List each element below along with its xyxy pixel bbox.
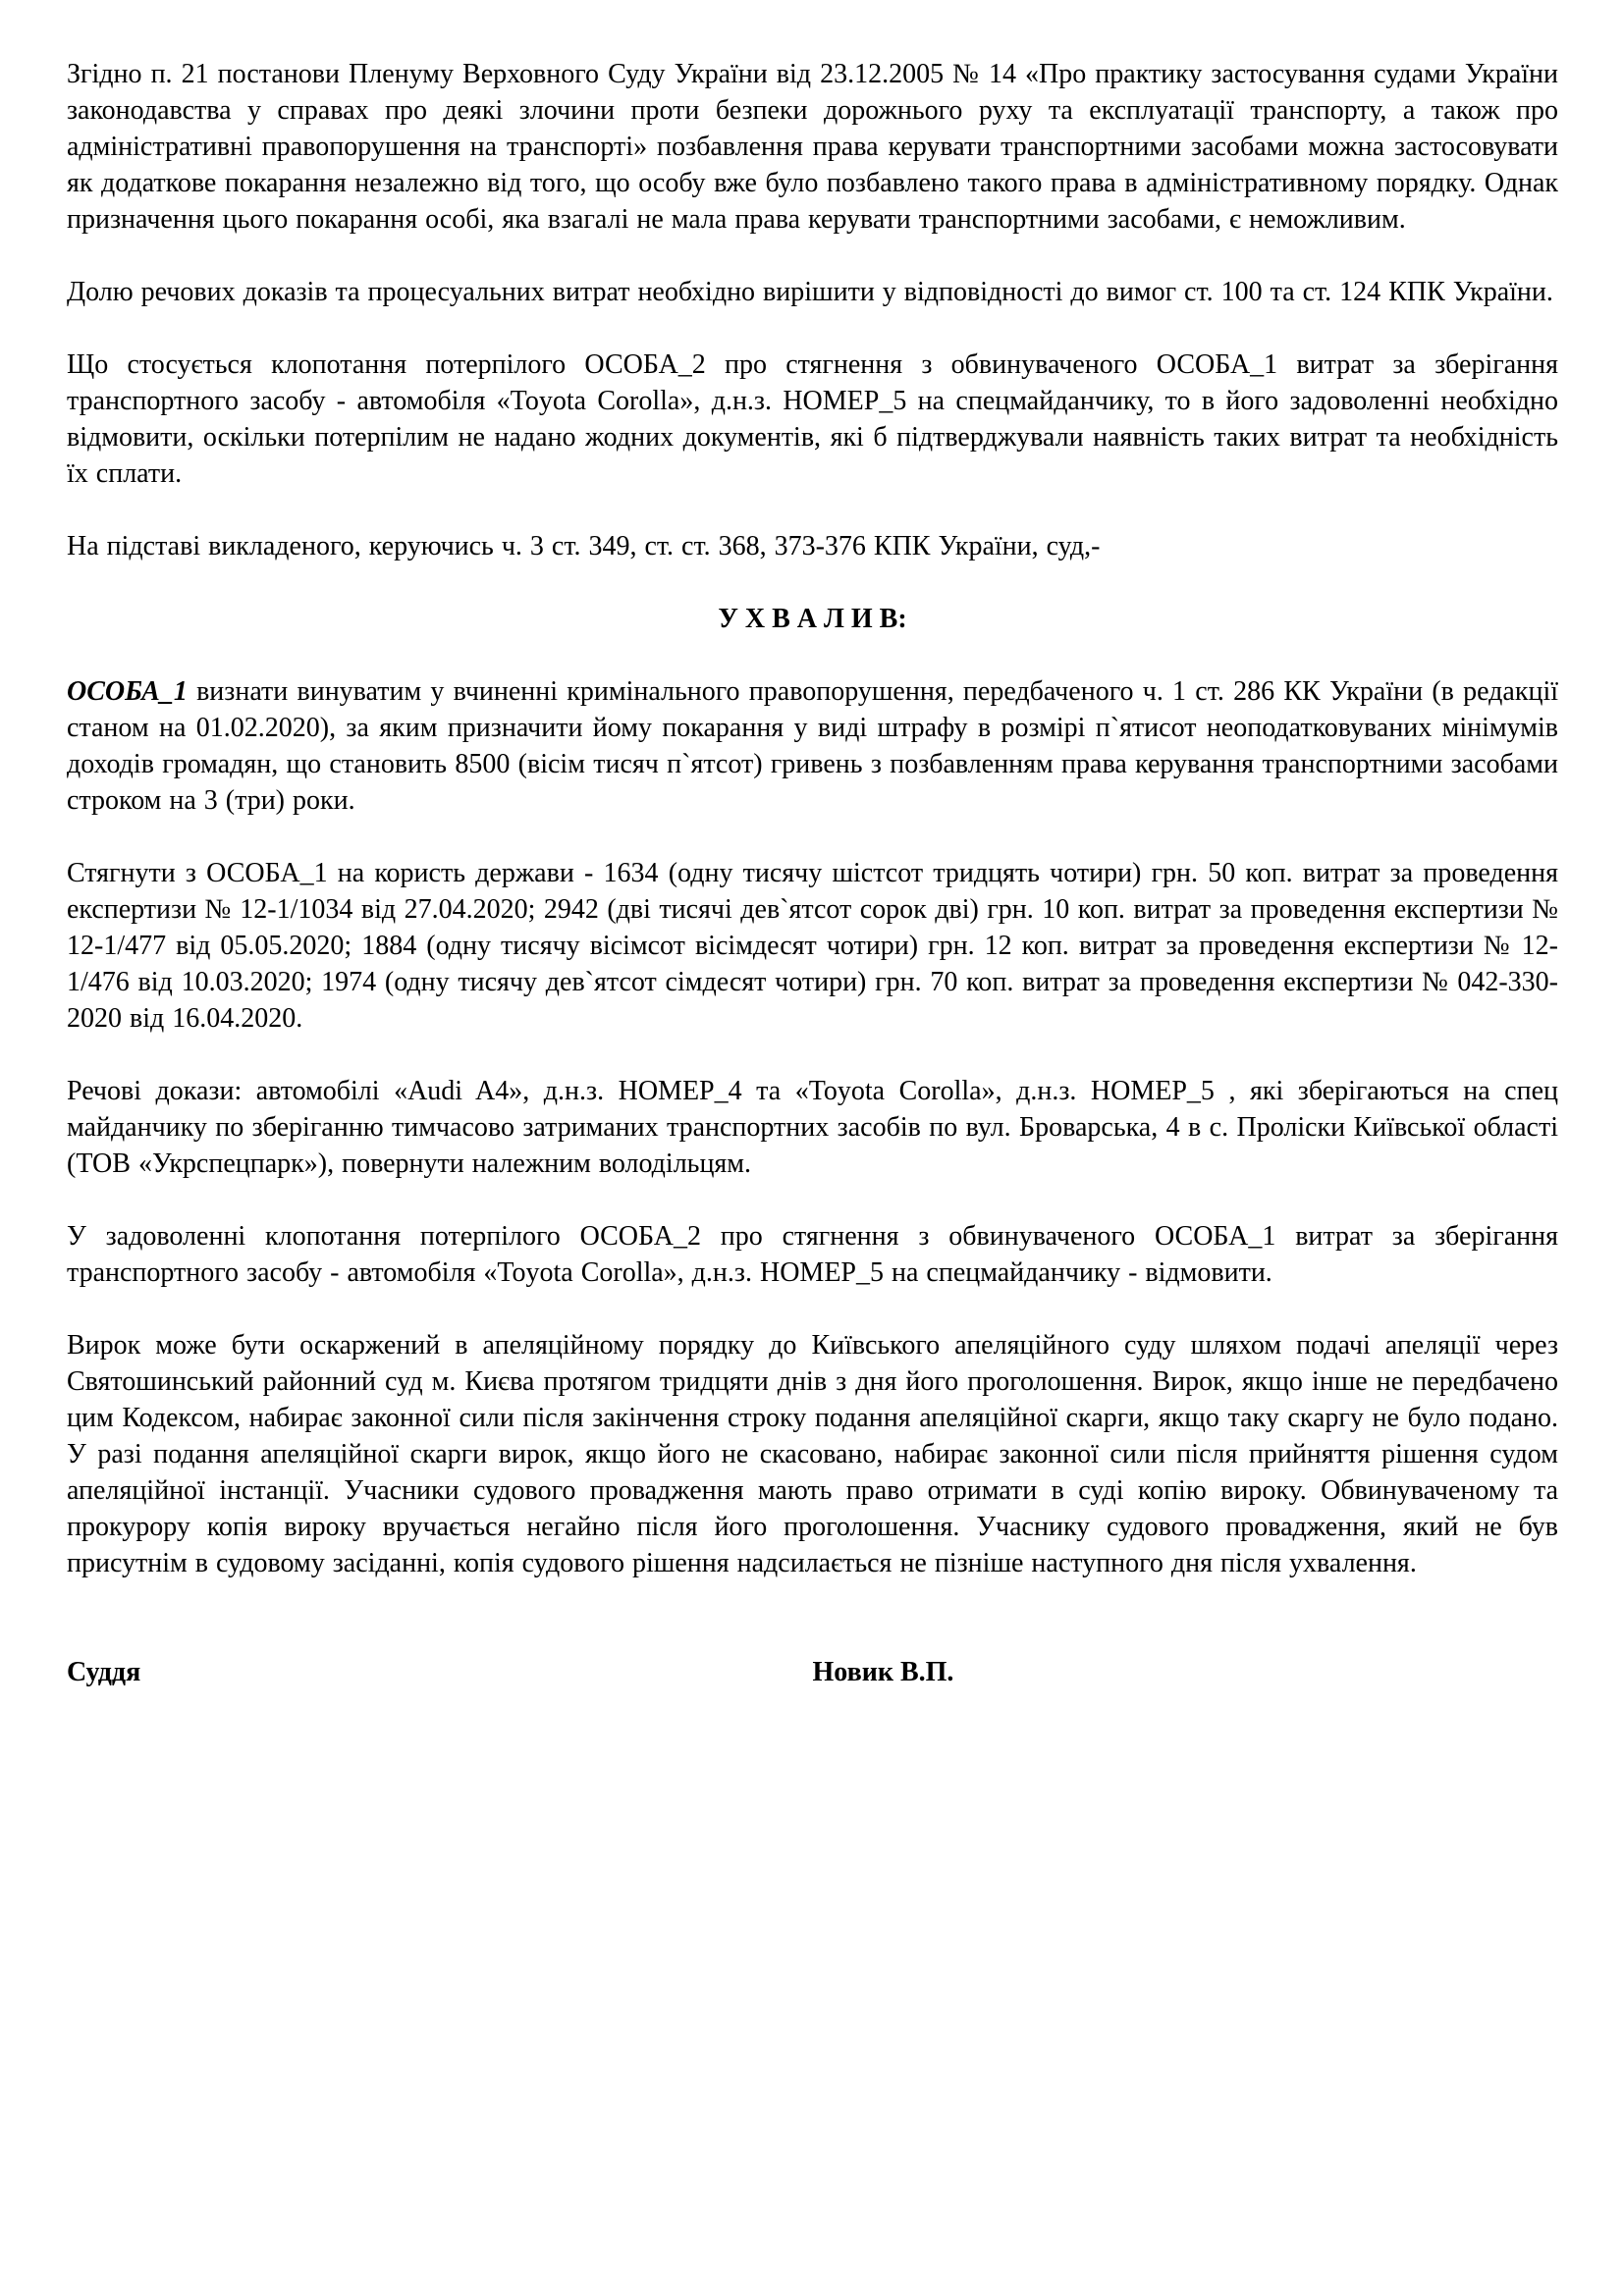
paragraph-plenum-resolution: Згідно п. 21 постанови Пленуму Верховного Суду України від 23.12.2005 № 14 «Про практику застосування судами України законодавства у справах про деякі злочини проти безпеки дорожнього руху та експлуатації транспорту, а також про адміністративні правопорушення на транспорті» позбавлення права керувати транспортними засобами можна застосовувати як додаткове покарання незалежно від того, що особу вже було позбавлено такого права в адміністративному порядку. Однак призначення цього покарання особі, яка взагалі не мала права керувати транспортними засобами, є неможливим. xyxy=(67,59,1558,235)
judge-name: Новик В.П. xyxy=(812,1657,954,1687)
signature-row xyxy=(67,1654,1558,1690)
paragraph-deny-request: У задоволенні клопотання потерпілого ОСОБА_2 про стягнення з обвинуваченого ОСОБА_1 витрат за зберігання транспортного засобу - автомобіля «Toyota Corolla», д.н.з. НОМЕР_5 на спецмайданчику - відмовити. xyxy=(67,1221,1558,1288)
paragraph-recover-costs: Стягнути з ОСОБА_1 на користь держави - 1634 (одну тисячу шістсот тридцять чотири) грн. 50 коп. витрат за проведення експертизи № 12-1/1034 від 27.04.2020; 2942 (дві тисячі дев`ятсот сорок дві) грн. 10 коп. витрат за проведення експертизи № 12-1/477 від 05.05.2020; 1884 (одну тисячу вісімсот вісімдесят чотири) грн. 12 коп. витрат за проведення експертизи № 12-1/476 від 10.03.2020; 1974 (одну тисячу дев`ятсот сімдесят чотири) грн. 70 коп. витрат за проведення експертизи № 042-330-2020 від 16.04.2020. xyxy=(67,858,1558,1034)
paragraph-material-evidence: Речові докази: автомобілі «Audi A4», д.н.з. НОМЕР_4 та «Toyota Corolla», д.н.з. НОМЕР_5 , які зберігаються на спец майданчику по зберіганню тимчасово затриманих транспортних засобів по вул. Броварська, 4 в с. Проліски Київської області (ТОВ «Укрспецпарк»), повернути належним володільцям. xyxy=(67,1076,1558,1179)
verdict-text: визнати винуватим у вчиненні кримінального правопорушення, передбаченого ч. 1 ст. 286 КК України (в редакції станом на 01.02.2020), за яким призначити йому покарання у виді штрафу в розмірі п`ятисот неоподатковуваних мінімумів доходів громадян, що становить 8500 (вісім тисяч п`ятсот) гривень з позбавленням права керування транспортними засобами строком на 3 (три) роки. xyxy=(67,676,1559,816)
paragraph-verdict xyxy=(67,673,1558,819)
judge-label: Суддя xyxy=(67,1657,141,1687)
paragraph-evidence-costs: Долю речових доказів та процесуальних витрат необхідно вирішити у відповідності до вимог ст. 100 та ст. 124 КПК України. xyxy=(67,277,1553,307)
paragraph-appeal-procedure: Вирок може бути оскаржений в апеляційному порядку до Київського апеляційного суду шляхом подачі апеляції через Святошинський районний суд м. Києва протягом тридцяти днів з дня його проголошення. Вирок, якщо інше не передбачено цим Кодексом, набирає законної сили після закінчення строку подання апеляційної скарги, якщо таку скаргу не було подано. У разі подання апеляційної скарги вирок, якщо його не скасовано, набирає законної сили після прийняття рішення судом апеляційної інстанції. Учасники судового провадження мають право отримати в суді копію вироку. Обвинуваченому та прокурору копія вироку вручається негайно після його проголошення. Учаснику судового провадження, який не був присутнім в судовому засіданні, копія судового рішення надсилається не пізніше наступного дня після ухвалення. xyxy=(67,1330,1558,1578)
defendant-name: ОСОБА_1 xyxy=(67,676,188,707)
paragraph-legal-basis: На підставі викладеного, керуючись ч. 3 ст. 349, ст. ст. 368, 373-376 КПК України, суд,- xyxy=(67,531,1101,561)
paragraph-victim-request: Що стосується клопотання потерпілого ОСОБА_2 про стягнення з обвинуваченого ОСОБА_1 витрат за зберігання транспортного засобу - автомобіля «Toyota Corolla», д.н.з. НОМЕР_5 на спецмайданчику, то в його задоволенні необхідно відмовити, оскільки потерпілим не надано жодних документів, які б підтверджували наявність таких витрат та необхідність їх сплати. xyxy=(67,349,1558,489)
verdict-heading: У Х В А Л И В: xyxy=(718,604,907,634)
